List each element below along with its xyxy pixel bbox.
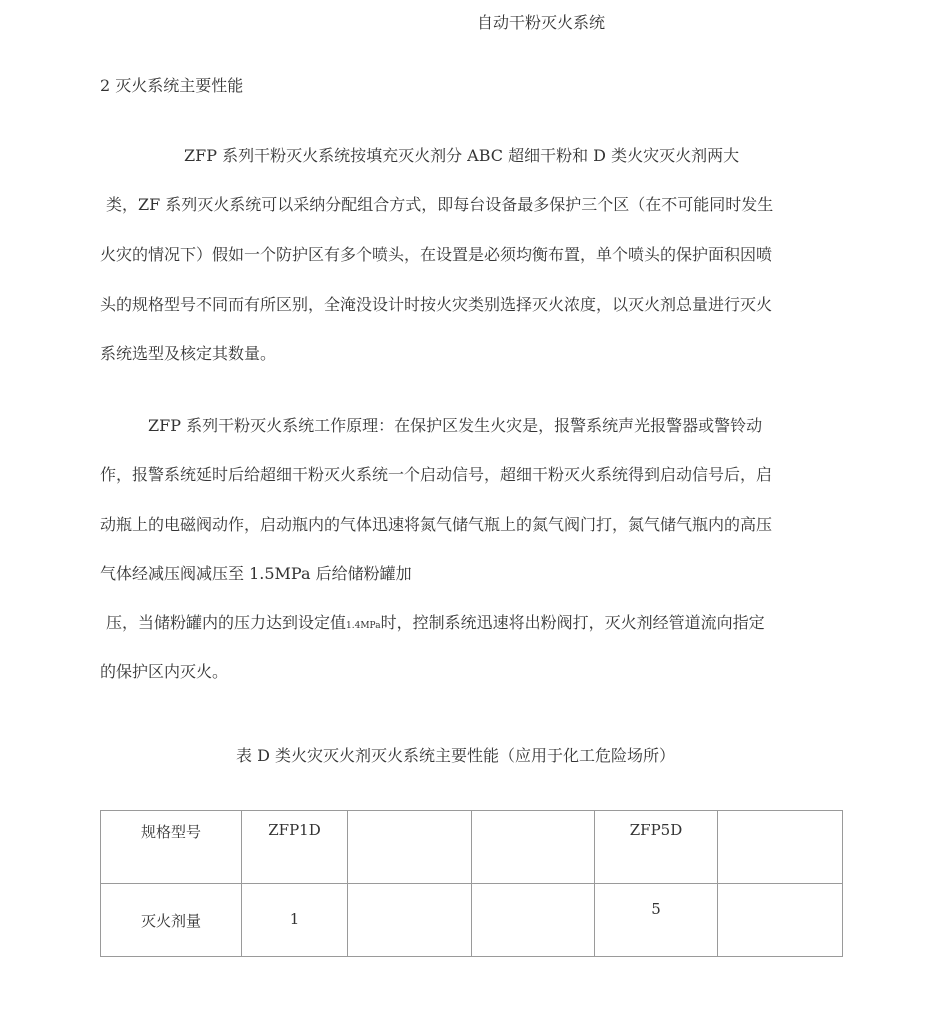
paragraph-line: ZFP 系列干粉灭火系统按填充灭火剂分 ABC 超细干粉和 D 类火灾灭火剂两大 (184, 146, 740, 165)
paragraph-line: 火灾的情况下）假如一个防护区有多个喷头，在设置是必须均衡布置，单个喷头的保护面积因喷 (100, 245, 773, 264)
performance-table (100, 810, 843, 957)
table-cell (472, 811, 595, 884)
table-cell-text: 灭火剂量 (140, 912, 201, 930)
table-cell (242, 884, 348, 957)
paragraph-line: 的保护区内灭火。 (100, 662, 229, 681)
paragraph-line: 头的规格型号不同而有所区别，全淹没设计时按火灾类别选择灭火浓度，以灭火剂总量进行灭火 (100, 295, 773, 314)
paragraph-text: 压，当储粉罐内的压力达到设定值 (106, 613, 347, 632)
table-cell (348, 884, 472, 957)
paragraph-line: 类，ZF 系列灭火系统可以采纳分配组合方式，即每台设备最多保护三个区（在不可能同时发生 (106, 195, 774, 214)
table-cell-text (472, 884, 594, 910)
section-heading: 2 灭火系统主要性能 (100, 76, 244, 95)
paragraph-line: 动瓶上的电磁阀动作，启动瓶内的气体迅速将氮气储气瓶上的氮气阀门打，氮气储气瓶内的高压 (100, 515, 773, 534)
table-row (101, 811, 843, 884)
table-cell (718, 811, 843, 884)
table-cell (472, 884, 595, 957)
table-cell (101, 884, 242, 957)
table-cell-text (718, 884, 842, 910)
table-cell-text (472, 811, 594, 821)
table-caption: 表 D 类火灾灭火剂灭火系统主要性能（应用于化工危险场所） (236, 746, 676, 765)
table-cell-text (718, 811, 842, 821)
paragraph-text: 时，控制系统迅速将出粉阀打，灭火剂经管道流向指定 (380, 613, 765, 632)
document-title: 自动干粉灭火系统 (477, 13, 606, 32)
table-cell-text (348, 811, 471, 821)
paragraph-line (106, 612, 848, 637)
table-cell-text: 1 (289, 910, 300, 928)
table-cell (242, 811, 348, 884)
paragraph-line: 作，报警系统延时后给超细干粉灭火系统一个启动信号，超细干粉灭火系统得到启动信号后，启 (100, 465, 773, 484)
table-cell (718, 884, 843, 957)
table-cell-text: ZFP1D (268, 821, 321, 839)
table-cell-text: 5 (651, 900, 661, 918)
table-cell-text (348, 884, 471, 910)
table-cell-text: 规格型号 (140, 823, 201, 841)
table-cell (595, 884, 718, 957)
table-cell (595, 811, 718, 884)
table-cell (348, 811, 472, 884)
pressure-value: 1.4MPa (346, 621, 381, 631)
table-cell (101, 811, 242, 884)
table-row (101, 884, 843, 957)
table-cell-text: ZFP5D (629, 821, 683, 839)
paragraph-line: ZFP 系列干粉灭火系统工作原理：在保护区发生火灾是，报警系统声光报警器或警铃动 (148, 416, 763, 435)
paragraph-line: 系统选型及核定其数量。 (100, 344, 277, 363)
paragraph-line: 气体经减压阀减压至 1.5MPa 后给储粉罐加 (100, 564, 412, 583)
